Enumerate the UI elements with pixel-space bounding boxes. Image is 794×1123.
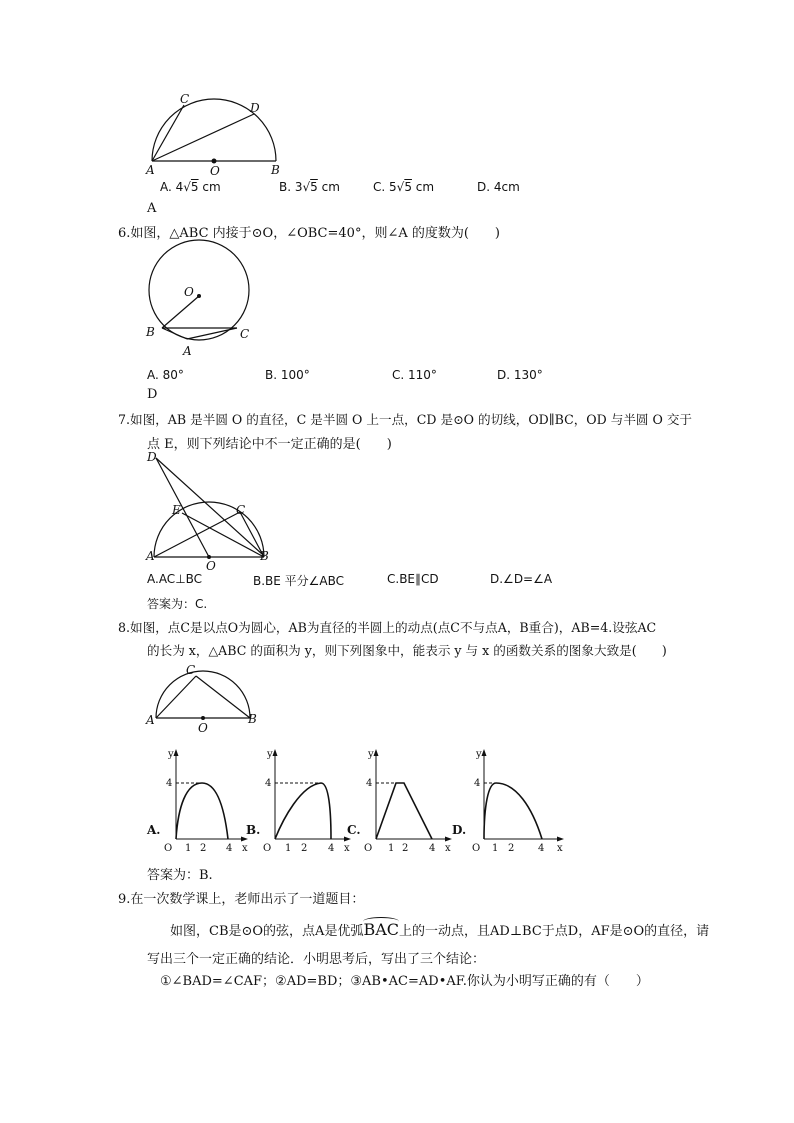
- axis-t4-label: 4: [226, 843, 233, 854]
- axis-t4-label: 4: [328, 843, 335, 854]
- y-arrow: [482, 749, 487, 756]
- q9-line3: 写出三个一定正确的结论．小明思考后，写出了三个结论：: [147, 952, 486, 967]
- label-a: A: [146, 549, 155, 563]
- axis-t2-label: 2: [508, 843, 515, 854]
- q9-major-arc: BAC: [363, 920, 400, 939]
- axis-x-label: x: [557, 843, 563, 854]
- q7-semicircle-tangent-figure: [140, 448, 280, 573]
- q6-choice-c: C. 110°: [392, 368, 437, 382]
- x-arrow: [344, 837, 351, 842]
- axis-y4-label: 4: [366, 778, 373, 789]
- axis-t4-label: 4: [538, 843, 545, 854]
- q8-graph-label-b: B.: [246, 823, 261, 837]
- axis-t1-label: 1: [185, 843, 192, 854]
- curve: [275, 783, 331, 839]
- q8-graph-label-d: D.: [452, 823, 467, 837]
- q8-graph-b: [259, 747, 351, 855]
- center-point: [201, 716, 205, 720]
- q9-line4: ①∠BAD=∠CAF；②AD=BD；③AB•AC=AD•AF.你认为小明写正确的有（ ）: [160, 974, 649, 989]
- q7-choice-d: D.∠D=∠A: [490, 572, 553, 586]
- label-c: C: [180, 92, 190, 106]
- q6-answer: D: [147, 387, 158, 402]
- axis-x-label: x: [445, 843, 451, 854]
- axis-t2-label: 2: [200, 843, 207, 854]
- q8-stem-line1: 8.如图，点C是以点O为圆心，AB为直径的半圆上的动点(点C不与点A，B重合)，AB=4.设弦AC: [118, 620, 657, 635]
- semicircle-arc: [156, 671, 250, 718]
- q9-stem: 9.在一次数学课上，老师出示了一道题目：: [118, 892, 365, 907]
- label-o: O: [206, 559, 216, 573]
- axis-y-label: y: [168, 749, 174, 760]
- q5-choice-c: C. 5√5 cm: [373, 180, 435, 194]
- label-b: B: [260, 549, 269, 563]
- axis-y-label: y: [476, 749, 482, 760]
- axis-x-label: x: [242, 843, 248, 854]
- axis-y4-label: 4: [166, 778, 173, 789]
- chord-ac: [152, 105, 184, 161]
- q5-answer: A: [147, 201, 157, 216]
- q8-stem-line2: 的长为 x，△ABC 的面积为 y，则下列图象中，能表示 y 与 x 的函数关系的图象大致是( ): [147, 643, 667, 658]
- chord-ac: [154, 512, 240, 557]
- y-arrow: [174, 749, 179, 756]
- label-b: B: [146, 325, 155, 339]
- axis-t1-label: 1: [492, 843, 499, 854]
- q7-answer: 答案为：C.: [147, 597, 208, 611]
- axis-o-label: O: [364, 843, 373, 854]
- q6-circle-figure: [140, 244, 265, 359]
- q7-choice-b: B.BE 平分∠ABC: [253, 574, 345, 588]
- label-o: O: [210, 164, 220, 178]
- y-arrow: [273, 749, 278, 756]
- axis-y4-label: 4: [474, 778, 481, 789]
- q9-line2-post: 上的一动点，且AD⊥BC于点D，AF是⊙O的直径，请: [399, 924, 710, 939]
- y-arrow: [374, 749, 379, 756]
- center-point: [212, 159, 217, 164]
- q5-choice-b: B. 3√5 cm: [279, 180, 340, 194]
- q6-stem: 6.如图，△ABC 内接于⊙O，∠OBC=40°，则∠A 的度数为( ): [118, 226, 500, 241]
- q7-stem-line2: 点 E，则下列结论中不一定正确的是( ): [147, 437, 392, 452]
- label-d: D: [147, 450, 157, 464]
- label-d: D: [250, 101, 260, 115]
- axis-t1-label: 1: [285, 843, 292, 854]
- curve: [376, 783, 432, 839]
- axis-o-label: O: [164, 843, 173, 854]
- axis-t2-label: 2: [301, 843, 308, 854]
- axis-x-label: x: [344, 843, 350, 854]
- q8-answer: 答案为：B.: [147, 868, 213, 883]
- q7-choice-c: C.BE∥CD: [387, 572, 439, 586]
- label-c: C: [240, 327, 250, 341]
- label-b: B: [248, 712, 257, 726]
- chord-ca: [187, 328, 237, 339]
- axis-o-label: O: [263, 843, 272, 854]
- label-b: B: [271, 163, 280, 177]
- axis-y-label: y: [368, 749, 374, 760]
- q5-choice-d: D. 4cm: [477, 180, 520, 194]
- q8-graph-d: [468, 747, 564, 855]
- q8-graph-c: [360, 747, 452, 855]
- chord-ac: [156, 676, 196, 718]
- q5-semicircle-figure: [140, 92, 300, 177]
- curve: [176, 783, 228, 839]
- label-o: O: [184, 285, 194, 299]
- circle-o: [149, 240, 249, 340]
- q6-choice-a: A. 80°: [147, 368, 184, 382]
- axis-y-label: y: [267, 749, 273, 760]
- label-c: C: [236, 503, 246, 517]
- q6-choice-b: B. 100°: [265, 368, 310, 382]
- q9-line2: [170, 920, 709, 939]
- q8-graph-label-c: C.: [347, 823, 361, 837]
- label-c: C: [186, 663, 196, 677]
- axis-t1-label: 1: [388, 843, 395, 854]
- radius-ob: [162, 296, 199, 328]
- label-e: E: [172, 503, 181, 517]
- q6-choice-d: D. 130°: [497, 368, 543, 382]
- x-arrow: [557, 837, 564, 842]
- axis-t4-label: 4: [429, 843, 436, 854]
- x-arrow: [445, 837, 452, 842]
- curve: [484, 783, 542, 839]
- label-o: O: [198, 721, 208, 735]
- label-a: A: [146, 713, 155, 727]
- q8-semicircle-figure: [140, 660, 265, 735]
- label-a: A: [146, 163, 155, 177]
- chord-bc: [196, 676, 250, 718]
- q8-graph-a: [160, 747, 248, 855]
- chord-ba: [162, 328, 187, 339]
- axis-o-label: O: [472, 843, 481, 854]
- axis-y4-label: 4: [265, 778, 272, 789]
- q8-graph-label-a: A.: [147, 823, 161, 837]
- q9-line2-pre: 如图，CB是⊙O的弦，点A是优弧: [170, 924, 364, 939]
- axis-t2-label: 2: [402, 843, 409, 854]
- q7-choice-a: A.AC⊥BC: [147, 572, 203, 586]
- q5-choice-a: A. 4√5 cm: [160, 180, 221, 194]
- center-point: [197, 294, 201, 298]
- x-arrow: [241, 837, 248, 842]
- q7-stem-line1: 7.如图，AB 是半圆 O 的直径，C 是半圆 O 上一点，CD 是⊙O 的切线，OD∥BC，OD 与半圆 O 交于: [118, 412, 693, 427]
- label-a: A: [183, 344, 192, 358]
